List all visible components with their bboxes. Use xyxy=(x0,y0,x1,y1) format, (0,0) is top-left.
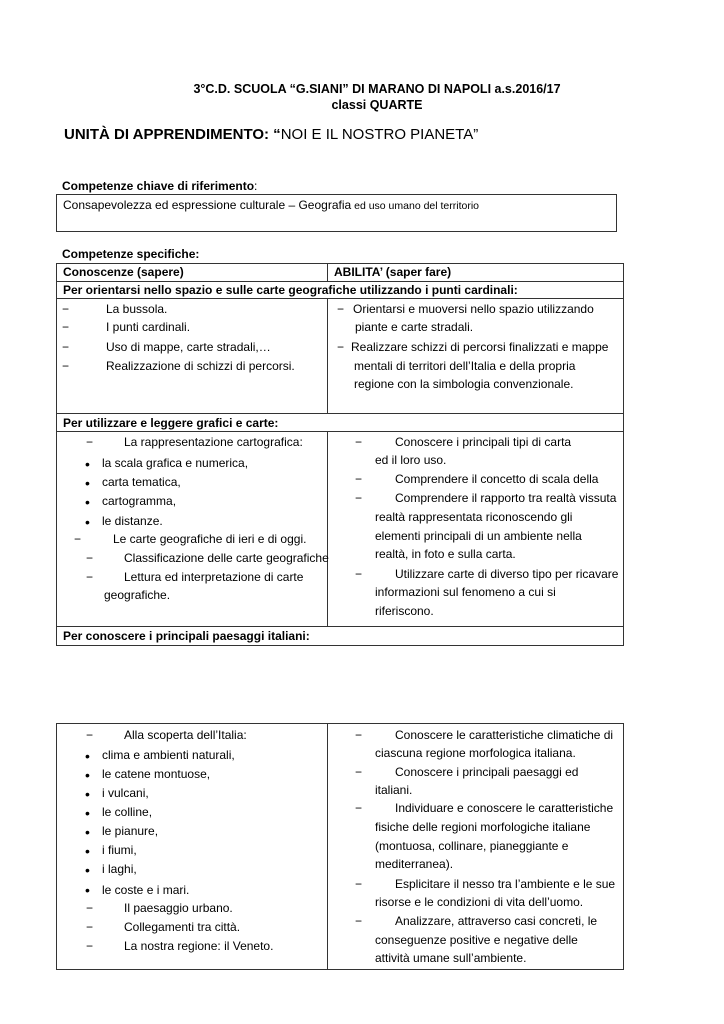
bullet-icon: • xyxy=(85,475,90,491)
divider xyxy=(327,298,328,413)
bullet-icon: • xyxy=(85,786,90,802)
list-item: Collegamenti tra città. xyxy=(124,920,241,934)
section-grafici: Per utilizzare e leggere grafici e carte: xyxy=(63,416,279,430)
dash-icon: − xyxy=(355,728,363,742)
list-item: i fiumi, xyxy=(102,843,137,857)
dash-icon: − xyxy=(355,567,363,581)
list-item: riferiscono. xyxy=(375,604,434,618)
dash-icon: − xyxy=(62,302,70,316)
competenze-chiave-text: Competenze chiave di riferimento xyxy=(62,179,255,193)
list-item: Comprendere il concetto di scala della xyxy=(395,472,599,486)
dash-icon: − xyxy=(62,320,70,334)
dash-icon: − xyxy=(355,435,363,449)
list-item: Orientarsi e muoversi nello spazio utilizzando xyxy=(353,302,594,316)
dash-icon: − xyxy=(62,359,70,373)
competenze-small: ed uso umano del territorio xyxy=(351,200,480,212)
column-header-abilita: ABILITA’ (saper fare) xyxy=(334,265,452,279)
divider xyxy=(56,413,624,414)
list-item: Comprendere il rapporto tra realtà vissuta xyxy=(395,491,617,505)
list-item: geografiche. xyxy=(104,588,171,602)
dash-icon: − xyxy=(86,435,94,449)
list-item: i laghi, xyxy=(102,862,137,876)
list-item: Le carte geografiche di ieri e di oggi. xyxy=(113,532,307,546)
list-item: La rappresentazione cartografica: xyxy=(124,435,303,449)
divider xyxy=(327,263,328,281)
list-item: Analizzare, attraverso casi concreti, le xyxy=(395,914,598,928)
list-item: ed il loro uso. xyxy=(375,453,447,467)
list-item: Il paesaggio urbano. xyxy=(124,901,233,915)
school-header: 3°C.D. SCUOLA “G.SIANI” DI MARANO DI NAPOLI a.s.2016/17 xyxy=(193,82,561,96)
dash-icon: − xyxy=(62,340,70,354)
list-item: Classificazione delle carte geografiche xyxy=(124,551,329,565)
list-item: conseguenze positive e negative delle xyxy=(375,933,578,947)
dash-icon: − xyxy=(355,472,363,486)
list-item: ciascuna regione morfologica italiana. xyxy=(375,746,576,760)
uda-title xyxy=(64,126,478,143)
bullet-icon: • xyxy=(85,514,90,530)
dash-icon: − xyxy=(86,570,94,584)
divider xyxy=(56,431,624,432)
list-item: regione con la simbologia convenzionale. xyxy=(354,377,574,391)
competenze-chiave-box xyxy=(56,194,617,232)
list-item: carta tematica, xyxy=(102,475,181,489)
list-item: Alla scoperta dell’Italia: xyxy=(124,728,247,742)
dash-icon: − xyxy=(355,491,363,505)
dash-icon: − xyxy=(337,340,345,354)
list-item: Realizzare schizzi di percorsi finalizzati e mappe xyxy=(351,340,609,354)
bullet-icon: • xyxy=(85,862,90,878)
dash-icon: − xyxy=(86,939,94,953)
column-header-conoscenze: Conoscenze (sapere) xyxy=(63,265,184,279)
dash-icon: − xyxy=(86,551,94,565)
competenze-specifiche-label: Competenze specifiche: xyxy=(62,247,200,261)
list-item: I punti cardinali. xyxy=(106,320,191,334)
list-item: Individuare e conoscere le caratteristiche xyxy=(395,801,614,815)
list-item: Esplicitare il nesso tra l’ambiente e le sue xyxy=(395,877,616,891)
dash-icon: − xyxy=(337,302,345,316)
list-item: clima e ambienti naturali, xyxy=(102,748,235,762)
list-item: le colline, xyxy=(102,805,153,819)
list-item: Conoscere le caratteristiche climatiche di xyxy=(395,728,614,742)
bullet-icon: • xyxy=(85,748,90,764)
competenze-chiave-label xyxy=(62,179,257,193)
list-item: informazioni sul fenomeno a cui si xyxy=(375,585,556,599)
bullet-icon: • xyxy=(85,882,90,898)
list-item: realtà rappresentata riconoscendo gli xyxy=(375,510,573,524)
list-item: piante e carte stradali. xyxy=(355,320,474,334)
list-item: mentali di territori dell’Italia e della propria xyxy=(354,359,576,373)
list-item: le coste e i mari. xyxy=(102,883,190,897)
dash-icon: − xyxy=(74,532,82,546)
divider xyxy=(327,723,328,970)
uda-title-label: UNITÀ DI APPRENDIMENTO: “ xyxy=(64,126,281,143)
list-item: la scala grafica e numerica, xyxy=(102,456,249,470)
list-item: Utilizzare carte di diverso tipo per ricavare xyxy=(395,567,619,581)
list-item: (montuosa, collinare, pianeggiante e xyxy=(375,839,569,853)
divider xyxy=(327,431,328,626)
list-item: Conoscere i principali paesaggi ed xyxy=(395,765,579,779)
bullet-icon: • xyxy=(85,767,90,783)
colon: : xyxy=(254,179,258,193)
divider xyxy=(56,626,624,627)
divider xyxy=(56,281,624,282)
list-item: risorse e le condizioni di vita dell’uomo. xyxy=(375,895,584,909)
list-item: fisiche delle regioni morfologiche italiane xyxy=(375,820,591,834)
list-item: le pianure, xyxy=(102,824,159,838)
uda-title-name: NOI E IL NOSTRO PIANETA” xyxy=(280,126,479,143)
dash-icon: − xyxy=(355,877,363,891)
section-paesaggi: Per conoscere i principali paesaggi italiani: xyxy=(63,629,310,643)
competenze-chiave-value xyxy=(63,198,479,212)
classes-header: classi QUARTE xyxy=(331,98,423,112)
list-item: La nostra regione: il Veneto. xyxy=(124,939,274,953)
bullet-icon: • xyxy=(85,494,90,510)
dash-icon: − xyxy=(355,801,363,815)
list-item: cartogramma, xyxy=(102,494,177,508)
list-item: Lettura ed interpretazione di carte xyxy=(124,570,304,584)
dash-icon: − xyxy=(355,765,363,779)
list-item: le distanze. xyxy=(102,514,163,528)
list-item: Uso di mappe, carte stradali,… xyxy=(106,340,271,354)
list-item: attività umane sull’ambiente. xyxy=(375,951,527,965)
list-item: italiani. xyxy=(375,783,413,797)
dash-icon: − xyxy=(86,920,94,934)
divider xyxy=(56,298,624,299)
bullet-icon: • xyxy=(85,456,90,472)
competenze-main: Consapevolezza ed espressione culturale – Geografia xyxy=(63,198,352,212)
dash-icon: − xyxy=(86,901,94,915)
dash-icon: − xyxy=(86,728,94,742)
list-item: le catene montuose, xyxy=(102,767,211,781)
bullet-icon: • xyxy=(85,805,90,821)
list-item: La bussola. xyxy=(106,302,168,316)
list-item: mediterranea). xyxy=(375,857,454,871)
list-item: elementi principali di un ambiente nella xyxy=(375,529,582,543)
section-orientarsi: Per orientarsi nello spazio e sulle carte geografiche utilizzando i punti cardinali: xyxy=(63,283,518,297)
list-item: realtà, in foto e sulla carta. xyxy=(375,547,516,561)
list-item: i vulcani, xyxy=(102,786,149,800)
list-item: Conoscere i principali tipi di carta xyxy=(395,435,572,449)
list-item: Realizzazione di schizzi di percorsi. xyxy=(106,359,295,373)
bullet-icon: • xyxy=(85,824,90,840)
dash-icon: − xyxy=(355,914,363,928)
bullet-icon: • xyxy=(85,843,90,859)
